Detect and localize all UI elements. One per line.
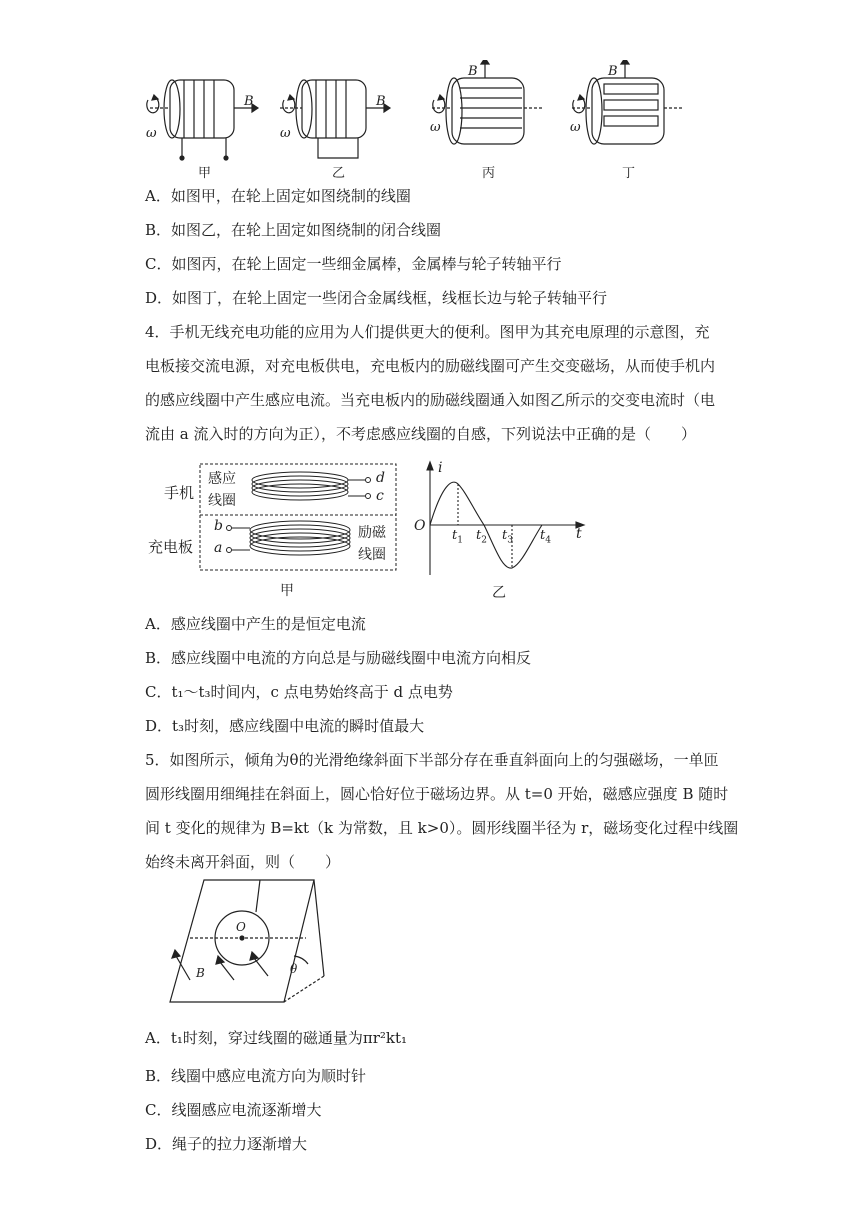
label-theta: θ <box>290 962 298 976</box>
tick-t4: $t_4$ <box>540 528 551 546</box>
axis-label-t: t <box>576 526 582 542</box>
q3-option-a: A．如图甲，在轮上固定如图绕制的线圈 <box>145 187 411 205</box>
label-b-yi: B <box>376 94 386 109</box>
label-omega-ding: ω <box>570 120 581 135</box>
label-ind-coil-1: 感应 <box>208 471 236 487</box>
caption-fig-yi: 乙 <box>492 585 506 601</box>
label-o: O <box>236 920 246 934</box>
label-c: c <box>376 488 384 504</box>
label-d: d <box>376 470 385 486</box>
q5-stem-line-1: 5．如图所示，倾角为θ的光滑绝缘斜面下半部分存在垂直斜面向上的匀强磁场，一单匝 <box>145 751 719 769</box>
tick-t1: $t_1$ <box>452 528 463 546</box>
q4-option-b: B．感应线圈中电流的方向总是与励磁线圈中电流方向相反 <box>145 649 532 667</box>
label-b-field: B <box>196 966 205 980</box>
caption-ding: 丁 <box>622 166 636 181</box>
q3-option-c: C．如图丙，在轮上固定一些细金属棒，金属棒与轮子转轴平行 <box>145 255 562 273</box>
q4-stem-line-1: 4．手机无线充电功能的应用为人们提供更大的便利。图甲为其充电原理的示意图，充 <box>145 323 710 341</box>
tick-t3: $t_3$ <box>502 528 513 546</box>
figure-current-graph <box>412 460 592 600</box>
label-board: 充电板 <box>148 538 194 556</box>
q4-option-a: A．感应线圈中产生的是恒定电流 <box>145 615 366 633</box>
label-omega-bing: ω <box>430 120 441 135</box>
q4-option-d: D．t₃时刻，感应线圈中电流的瞬时值最大 <box>145 717 425 735</box>
label-b: b <box>214 518 223 534</box>
label-b-jia: B <box>244 94 254 109</box>
q4-stem-line-4: 流由 a 流入时的方向为正），不考虑感应线圈的自感，下列说法中正确的是（ ） <box>145 425 696 443</box>
label-b-bing: B <box>468 64 478 79</box>
caption-fig-jia: 甲 <box>280 583 294 599</box>
label-a: a <box>214 540 223 556</box>
q5-option-d: D．绳子的拉力逐渐增大 <box>145 1135 308 1153</box>
label-exc-coil-1: 励磁 <box>358 525 386 541</box>
label-b-ding: B <box>608 64 618 79</box>
q5-option-a: A．t₁时刻，穿过线圈的磁通量为πr²kt₁ <box>145 1029 408 1047</box>
label-phone: 手机 <box>164 484 195 502</box>
figure-wheels <box>140 60 700 185</box>
q5-option-c: C．线圈感应电流逐渐增大 <box>145 1101 322 1119</box>
caption-yi: 乙 <box>332 166 346 181</box>
label-omega-yi: ω <box>280 126 291 141</box>
caption-bing: 丙 <box>482 166 496 181</box>
q4-stem-line-2: 电板接交流电源，对充电板供电，充电板内的励磁线圈可产生交变磁场，从而使手机内 <box>145 357 716 375</box>
origin-label: O <box>414 518 426 534</box>
q5-option-b: B．线圈中感应电流方向为顺时针 <box>145 1067 367 1085</box>
label-omega-jia: ω <box>146 126 157 141</box>
axis-label-i: i <box>438 460 443 476</box>
label-ind-coil-2: 线圈 <box>208 493 236 509</box>
q5-stem-line-3: 间 t 变化的规律为 B=kt（k 为常数，且 k>0）。圆形线圈半径为 r，磁场变化过程中线圈 <box>145 819 739 837</box>
q5-stem-line-4: 始终未离开斜面，则（ ） <box>145 853 341 871</box>
caption-jia: 甲 <box>198 166 212 181</box>
q4-stem-line-3: 的感应线圈中产生感应电流。当充电板内的励磁线圈通入如图乙所示的交变电流时（电 <box>145 391 716 409</box>
label-exc-coil-2: 线圈 <box>358 547 386 563</box>
figure-incline <box>160 876 330 1006</box>
tick-t2: $t_2$ <box>476 528 487 546</box>
q5-stem-line-2: 圆形线圈用细绳挂在斜面上，圆心恰好位于磁场边界。从 t=0 开始，磁感应强度 B 随时 <box>145 785 729 803</box>
q3-option-d: D．如图丁，在轮上固定一些闭合金属线框，线框长边与轮子转轴平行 <box>145 289 608 307</box>
figure-charger <box>148 460 410 600</box>
q3-option-b: B．如图乙，在轮上固定如图绕制的闭合线圈 <box>145 221 442 239</box>
q4-option-c: C．t₁～t₃时间内，c 点电势始终高于 d 点电势 <box>145 683 453 701</box>
